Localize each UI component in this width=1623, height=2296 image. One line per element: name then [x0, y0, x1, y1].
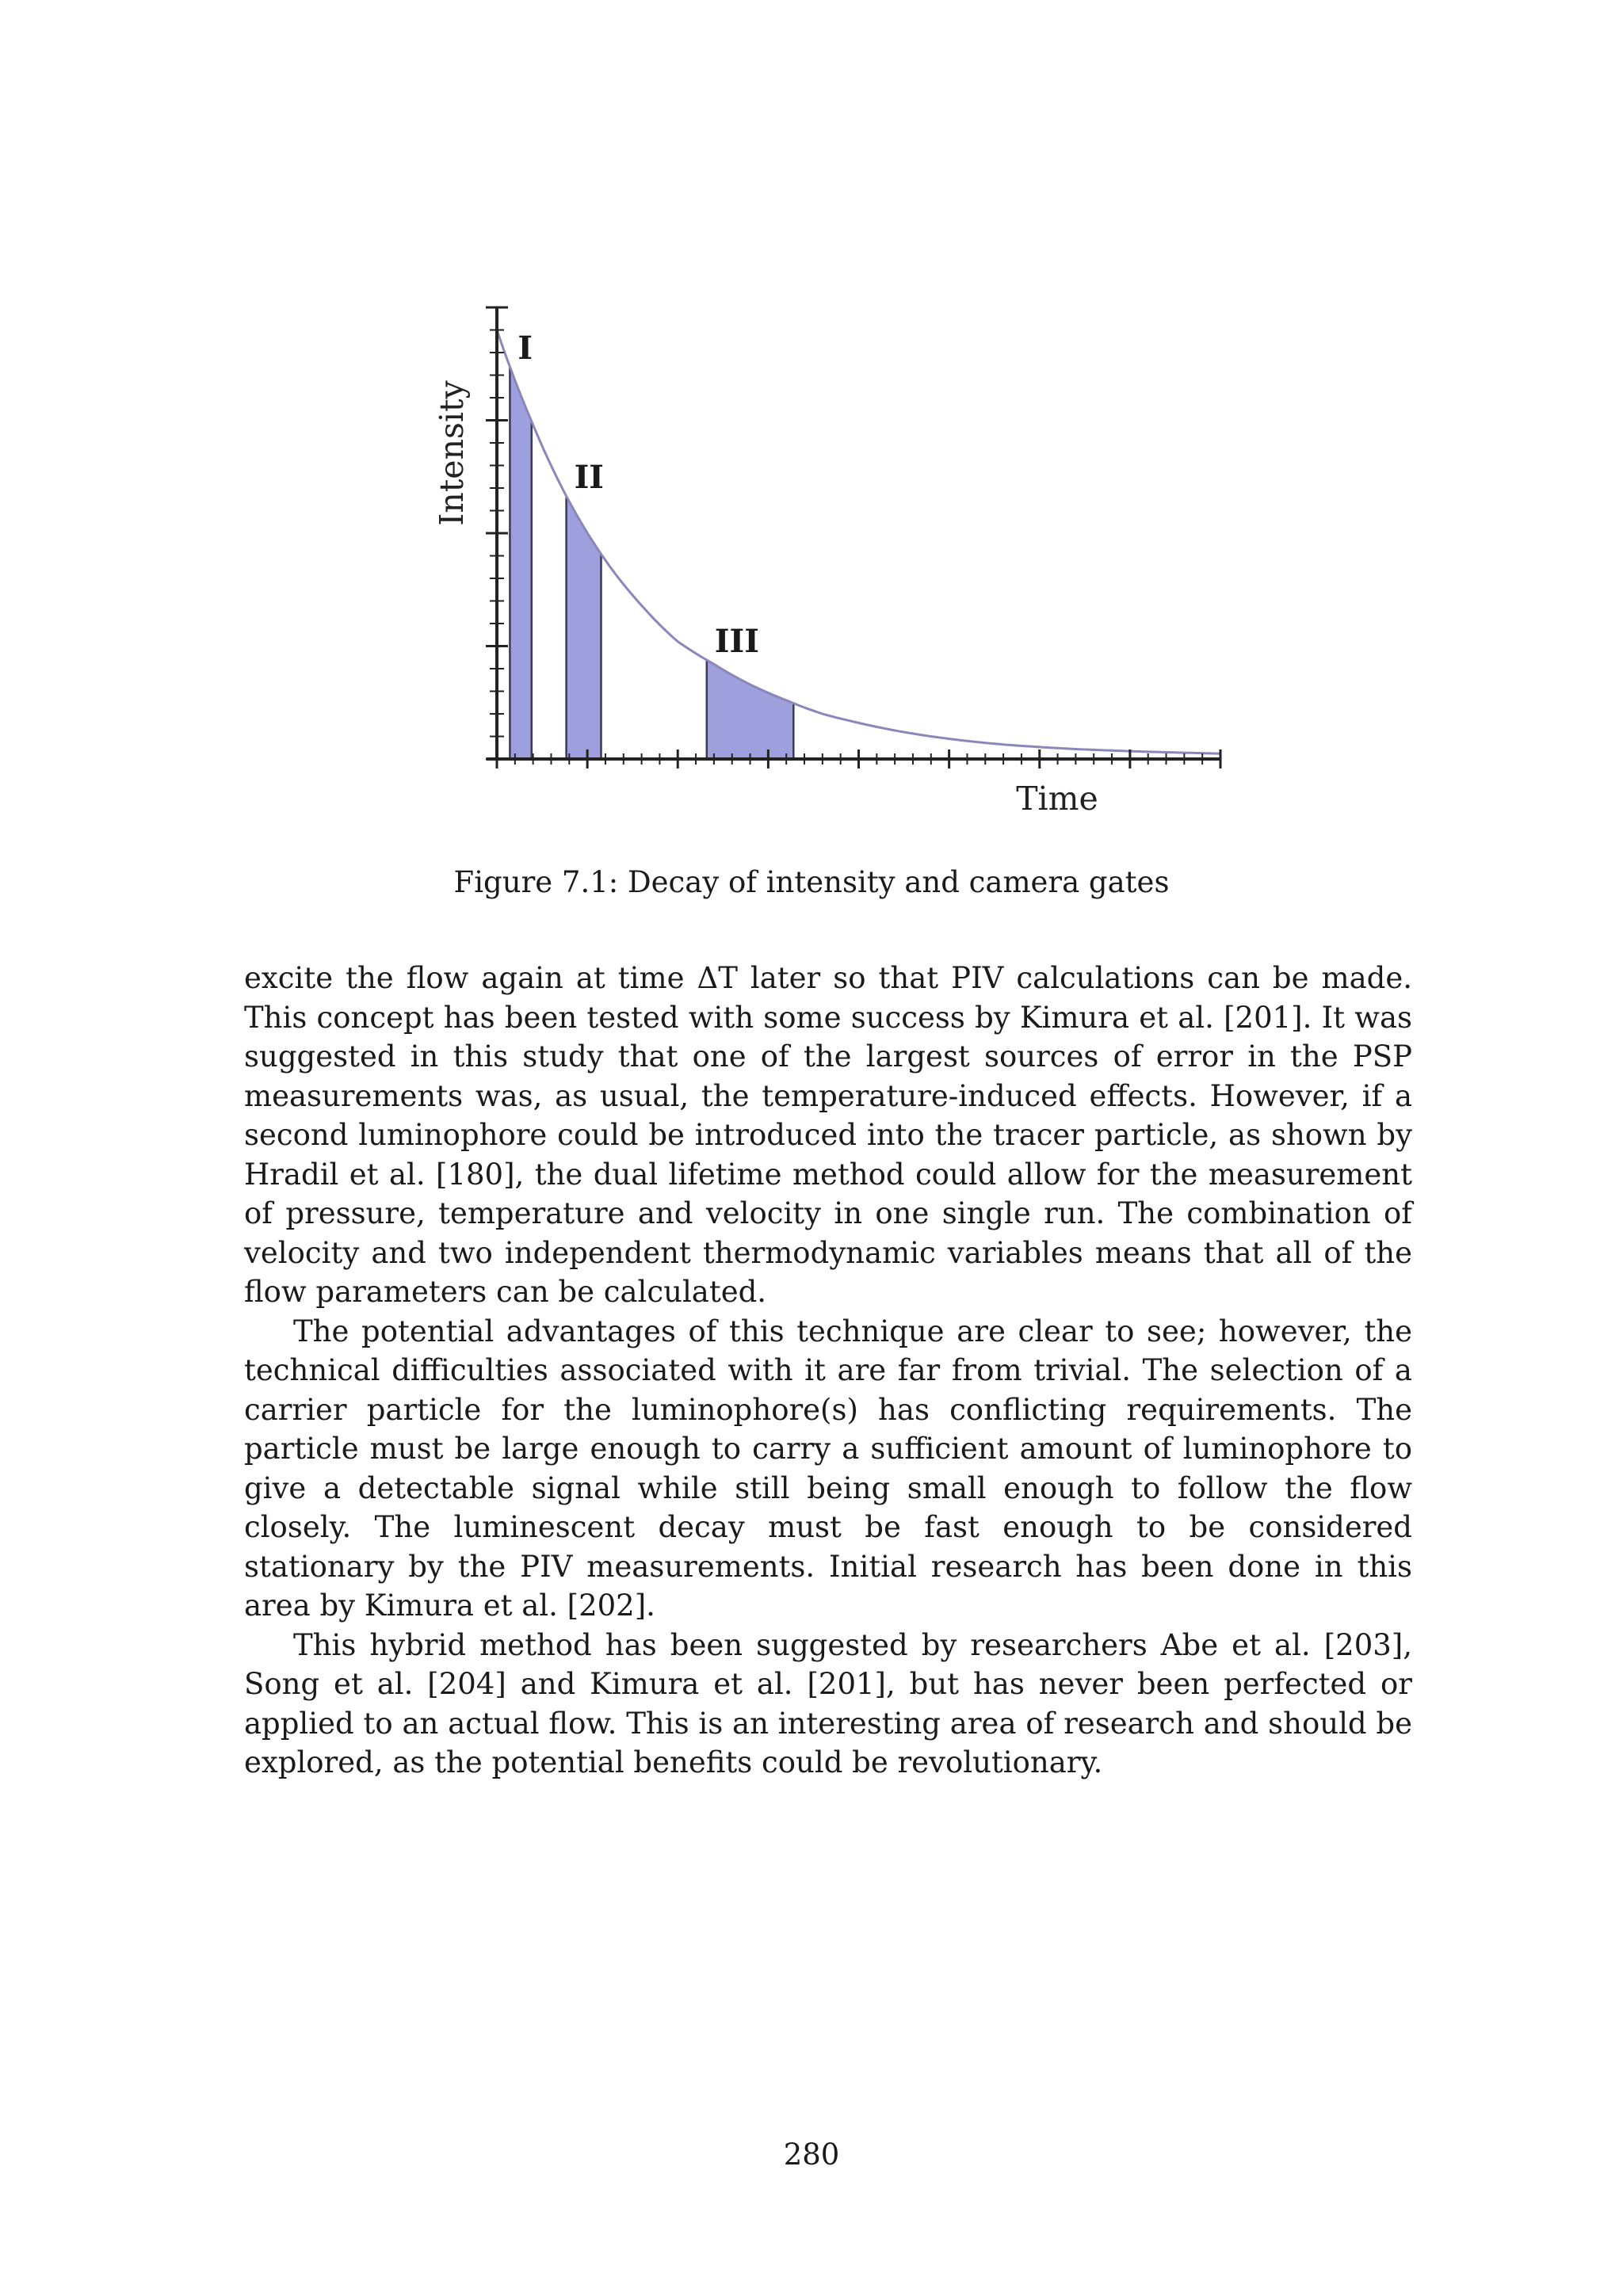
- page-number: 280: [783, 2138, 840, 2172]
- gate-2-label: II: [574, 459, 605, 497]
- figure-caption: Figure 7.1: Decay of intensity and camera gates: [453, 865, 1170, 899]
- gate-1-area: [510, 367, 531, 759]
- gate-2-area: [567, 496, 601, 759]
- gates-layer: [510, 367, 793, 759]
- paragraph-1: excite the flow again at time ΔT later so that PIV calculations can be made. This concept has been tested with some success by Kimura et al. [201]. It was suggested in this study that one of the largest sources of error in the PSP measurements was, as usual, the temperature-induced effects. However, if a second luminophore could be introduced into the tracer particle, as shown by Hradil et al. [180], the dual lifetime method could allow for the measurement of pressure, temperature and velocity in one single run. The combination of velocity and two independent thermodynamic variables means that all of the flow parameters can be calculated.: [244, 961, 1412, 1309]
- decay-figure: [0, 0, 1623, 871]
- paragraph-3: This hybrid method has been suggested by researchers Abe et al. [203], Song et al. [204] and Kimura et al. [201], but has never been perfected or applied to an actual flow. This is an interesting area of research and should be explored, as the potential benefits could be revolutionary.: [244, 1627, 1412, 1779]
- gate-3-area: [707, 660, 794, 759]
- y-axis-label: Intensity: [433, 380, 471, 526]
- paragraph-2: The potential advantages of this technique are clear to see; however, the technical difficulties associated with it are far from trivial. The selection of a carrier particle for the luminophore(s) has conflicting requirements. The particle must be large enough to carry a sufficient amount of luminophore to give a detectable signal while still being small enough to follow the flow closely. The luminescent decay must be fast enough to be considered stationary by the PIV measurements. Initial research has been done in this area by Kimura et al. [202].: [244, 1314, 1412, 1623]
- gate-1-label: I: [517, 330, 533, 368]
- body-text: [244, 959, 1412, 1783]
- decay-curve: [497, 330, 1220, 754]
- gate-3-label: III: [714, 623, 759, 661]
- x-axis-label: Time: [1016, 780, 1098, 818]
- gate-labels: [517, 330, 759, 660]
